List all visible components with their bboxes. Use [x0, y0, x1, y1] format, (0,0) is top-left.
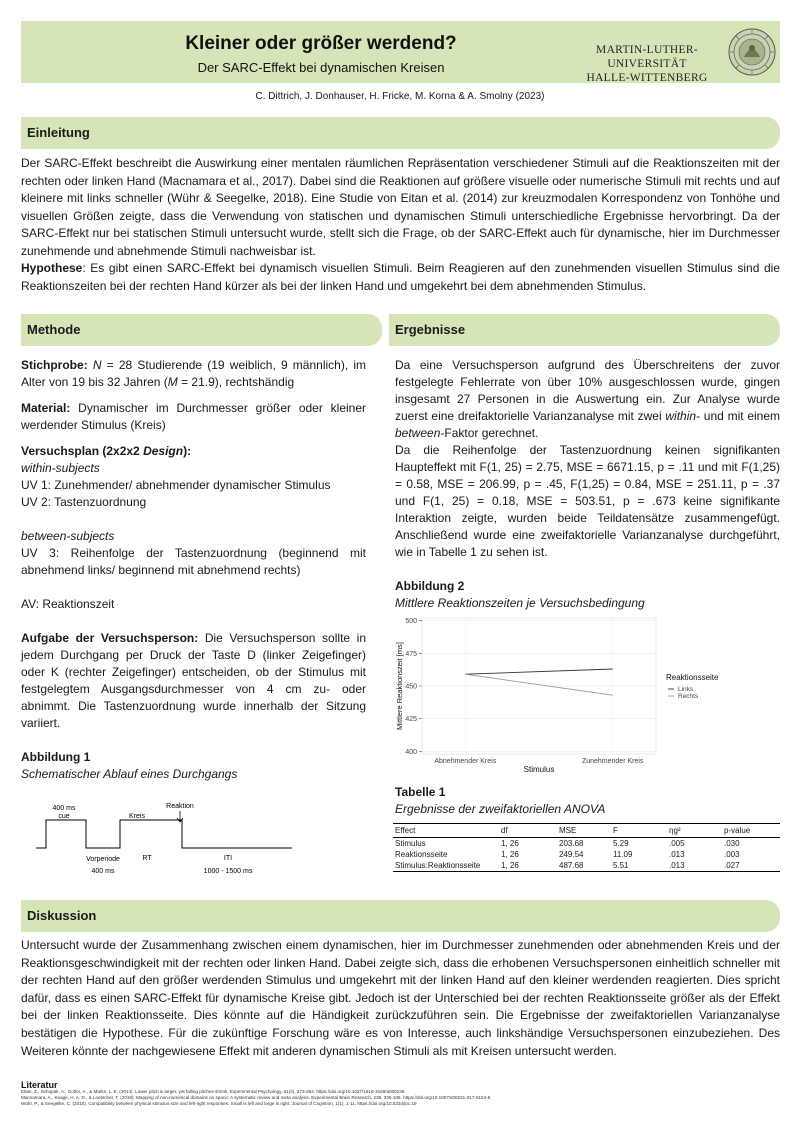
table-header-row	[393, 824, 780, 838]
table-row	[393, 838, 780, 850]
section-heading-einleitung: Einleitung	[21, 117, 780, 149]
material	[21, 400, 366, 434]
within-label: within-subjects	[21, 461, 100, 475]
cue-duration-label: 400 ms	[52, 805, 76, 812]
table-cell: .003	[724, 850, 740, 859]
y-tick-label: 475	[405, 650, 417, 658]
versuchsplan-design: Design	[143, 444, 184, 458]
figure-2-subtitle: Mittlere Reaktionszeiten je Versuchsbedingung	[395, 596, 645, 610]
stichprobe-n: N	[92, 358, 102, 372]
table-cell: 5.51	[611, 860, 667, 872]
hypothesis	[21, 260, 780, 295]
section-heading-diskussion: Diskussion	[21, 900, 780, 932]
poster-header	[21, 21, 780, 83]
reference-item: Wühr, P., & Seegelke, C. (2018). Compatibility between physical stimulus size and left-right responses: Small is left and large is right. Journal of Cognition, 1(1), 1-11. https://doi.org/10.5334/joc.19	[21, 1101, 417, 1106]
table-header-p: p-value	[722, 824, 780, 838]
kreis-label: Kreis	[129, 813, 145, 820]
table-1-subtitle: Ergebnisse der zweifaktoriellen ANOVA	[395, 802, 606, 816]
stichprobe-text-1: = 28 Studierende (19 weiblich, 9 männlich), im Alter von 19 bis 32 Jahren (	[21, 358, 366, 389]
references	[21, 1082, 781, 1107]
methode-column	[21, 357, 366, 783]
table-cell: 487.68	[557, 860, 611, 872]
ergebnisse-between: between	[395, 426, 441, 440]
aufgabe	[21, 630, 366, 732]
table-cell: 1, 26	[501, 839, 519, 848]
figure-1-subtitle: Schematischer Ablauf eines Durchgangs	[21, 767, 238, 781]
trial-timeline	[36, 820, 292, 848]
section-heading-ergebnisse: Ergebnisse	[389, 314, 780, 346]
y-tick-label: 450	[405, 683, 417, 691]
iti-duration: 1000 - 1500 ms	[203, 868, 253, 875]
ergebnisse-paragraph-2: Da die Reihenfolge der Tastenzuordnung keinen signifikanten Haupteffekt mit F(1, 25) = 2.75, MSE = 6671.15, p = .11 und mit F(1,25) = 0.58, MSE = 206.99, p = .45, F(1,25) = 0.84, MSE = 251.11, p = .37 und F(1, 25) = 0.18, MSE = 503.51, p = .673 keine signifikante Interaktion zeigte, wurden beide Teildatensätze zusammengefügt. Anschließend wurde eine zweifaktorielle Varianzanalyse durchgeführt, wie in Tabelle 1 zu sehen ist.	[395, 443, 780, 559]
table-cell: 249.54	[559, 850, 584, 859]
legend-item-links: Links	[678, 686, 694, 693]
ergebnisse-p1a: Da eine Versuchsperson aufgrund des Überschreitens der zuvor festgelegte Fehlerrate von über 10% ausgeschlossen wurde, gingen insgesamt 27 Personen in die Auswertung ein. Zur Analyse wurde zuerst eine dreifaktorielle Varianzanalyse mit zwei	[395, 358, 780, 423]
stichprobe-text-2: = 21.9), rechtshändig	[177, 375, 295, 389]
ergebnisse-p1c: -Faktor gerechnet.	[440, 426, 539, 440]
poster-title: Kleiner oder größer werdend?	[185, 33, 457, 54]
x-axis-label: Stimulus	[523, 765, 555, 774]
table-cell: 1, 26	[499, 860, 557, 872]
iti-label: ITI	[223, 855, 233, 862]
stichprobe	[21, 357, 366, 391]
reference-item: Macnamara, A., Keage, H. A. D., & Loetscher, T. (2018). Mapping of non-numerical domains on space: A systematic review and meta analysis. Experimental Brain Research, 236, 335-346. https://doi.org/10.1007/s00221-017-5154-6	[21, 1095, 491, 1100]
table-row	[393, 860, 780, 872]
table-cell: .030	[724, 839, 740, 848]
table-cell: 11.09	[613, 850, 633, 859]
y-tick-label: 500	[405, 618, 417, 626]
figure-2-caption	[395, 578, 780, 612]
table-row	[393, 849, 780, 860]
references-heading: Literatur	[21, 1080, 58, 1090]
av: AV: Reaktionszeit	[21, 597, 115, 611]
uv1: UV 1: Zunehmender/ abnehmender dynamischer Stimulus	[21, 478, 331, 492]
table-header-effect: Effect	[393, 824, 499, 838]
versuchsplan-close: ):	[183, 444, 192, 458]
university-line-1: MARTIN-LUTHER-UNIVERSITÄT	[596, 44, 698, 70]
hypothesis-text: : Es gibt einen SARC-Effekt bei dynamisch visuellen Stimuli. Beim Reagieren auf den zunehmenden visuellen Stimulus sind die Reaktionszeiten bei der rechten Hand kürzer als bei der linken Hand und umgekehrt bei dem abnehmenden Stimulus.	[21, 261, 780, 293]
table-header-eta: ηg²	[667, 824, 722, 838]
table-cell: Reaktionsseite	[395, 850, 448, 859]
university-seal-icon	[727, 27, 777, 77]
y-tick-label: 425	[405, 716, 417, 724]
figure-1-title: Abbildung 1	[21, 750, 91, 764]
ergebnisse-p1b: - und mit einem	[696, 409, 780, 423]
stichprobe-label: Stichprobe:	[21, 358, 88, 372]
between-label: between-subjects	[21, 529, 115, 543]
table-header-mse: MSE	[557, 824, 611, 838]
y-tick-label: 400	[405, 748, 417, 756]
table-cell: 203.68	[559, 839, 584, 848]
table-header-df: df	[499, 824, 557, 838]
rt-label: RT	[142, 855, 152, 862]
intro-body: Der SARC-Effekt beschreibt die Auswirkung einer mentalen räumlichen Repräsentation verschiedener Stimuli auf die Reaktionszeiten mit der rechten oder linken Hand (Macnamara et al., 2017). Dabei sind die Reaktionen auf größere visuelle oder numerische Stimuli mit rechts und auf kleinere mit links schneller (Wühr & Seegelke, 2018). Eine Studie von Eitan et al. (2014) zur kreuzmodalen Korrespondenz von Tonhöhe und visuellen Größen zeigte, dass die Verwendung von statischen und dynamischen Stimuli unterschiedliche Ergebnisse hervorbringt. Da der SARC-Effekt nur bei statischen Stimuli untersucht wurde, stellt sich die Frage, ob der SARC-Effekt auch für dynamische, hier im Durchmesser zunehmende und abnehmende Stimuli nachweisbar ist.	[21, 156, 780, 258]
x-tick-label: Abnehmender Kreis	[434, 758, 497, 765]
table-header-f: F	[611, 824, 667, 838]
figure-1-schematic	[30, 798, 300, 880]
cue-label: cue	[58, 813, 70, 820]
uv3: UV 3: Reihenfolge der Tastenzuordnung (beginnend mit abnehmend links/ beginnend mit abnehmend rechts)	[21, 546, 366, 577]
university-line-2: HALLE-WITTENBERG	[586, 72, 708, 84]
reaction-time-chart	[390, 614, 780, 780]
ergebnisse-paragraph-1	[395, 357, 780, 442]
aufgabe-label: Aufgabe der Versuchsperson:	[21, 631, 199, 645]
stichprobe-m: M	[167, 375, 178, 389]
vorperiode-label: Vorperiode	[86, 856, 120, 863]
table-cell: Stimulus:Reaktionsseite	[393, 860, 499, 872]
ergebnisse-text	[395, 357, 780, 561]
table-1-title: Tabelle 1	[395, 785, 446, 799]
table-1-caption	[395, 784, 780, 818]
table-cell: .005	[669, 839, 685, 848]
figure-2-title: Abbildung 2	[395, 579, 465, 593]
table-cell: 5.29	[613, 839, 629, 848]
y-axis-label: Mittlere Reaktionszeit [ms]	[395, 642, 404, 730]
material-label: Material:	[21, 401, 71, 415]
poster-subtitle: Der SARC-Effekt bei dynamischen Kreisen	[197, 60, 445, 75]
aufgabe-text: Die Versuchsperson sollte in jedem Durchgang per Druck der Taste D (linker Zeigefinger) oder K (rechter Zeigefinger) entscheiden, ob der Stimulus mit festgelegtem Ausgangsdurchmesser von 4 cm zu- oder abnimmt. Die Tastenzuordnung wurde innerhalb der Sitzung variiert.	[21, 631, 367, 730]
x-tick-label: Zunehmender Kreis	[581, 758, 644, 765]
university-name	[572, 43, 722, 85]
uv2: UV 2: Tastenzuordnung	[21, 495, 147, 509]
diskussion-text: Untersucht wurde der Zusammenhang zwischen einem dynamischen, hier im Durchmesser zunehmenden oder abnehmenden Kreis und der Reaktionsgeschwindigkeit mit der rechten oder linken Hand. Dabei zeigte sich, dass die erhobenen Versuchspersonen einheitlich schneller mit der rechten Hand auf den größer werdenden Stimulus und umgekehrt mit der linken Hand auf den kleiner werdenden reagierten. Dies spricht dafür, dass es einen SARC-Effekt für dynamische Kreise gibt. Jedoch ist der Unterschied bei der rechten Reaktionsseite größer als der Effekt bei der linken Reaktionsseite. Dies könnte auf die Händigkeit zurückzuführen sein. Die Ergebnisse der zweifaktoriellen Varianzanalyse bestätigen die Hypothese. Für die zukünftige Forschung wäre es von Interesse, auch linkshändige Versuchspersonen einzubeziehen. Des Weiteren könnte der nachgewiesene Effekt mit anderen dynamischen Stimuli als mit Kreisen untersucht werden.	[21, 938, 780, 1058]
table-cell: .027	[722, 860, 780, 872]
ergebnisse-within: within	[665, 409, 697, 423]
hypothesis-label: Hypothese	[21, 261, 83, 275]
reaktion-label: Reaktion	[166, 803, 194, 810]
intro-text	[21, 155, 780, 295]
versuchsplan-heading	[21, 443, 366, 460]
versuchsplan-label: Versuchsplan (2x2x2	[21, 444, 144, 458]
legend-title: Reaktionsseite	[666, 673, 719, 682]
table-cell: .013	[669, 850, 685, 859]
section-heading-methode: Methode	[21, 314, 382, 346]
anova-table	[393, 823, 780, 872]
reference-item: Eitan, Z., Schupak, A., Gotler, A., & Marks, L. E. (2014). Lower pitch is larger, yet falling pitches shrink. Experimental Psychology, 61(4), 273-284. https://doi.org/10.1027/1618-3169/a000246	[21, 1089, 405, 1094]
vorperiode-duration: 400 ms	[91, 868, 115, 875]
legend-item-rechts: Rechts	[678, 693, 699, 700]
authors-line: C. Dittrich, J. Donhauser, H. Fricke, M. Korna & A. Smolny (2023)	[255, 91, 545, 102]
table-cell: .013	[667, 860, 722, 872]
table-cell: 1, 26	[501, 850, 519, 859]
material-text: Dynamischer im Durchmesser größer oder kleiner werdender Stimulus (Kreis)	[21, 401, 366, 432]
table-cell: Stimulus	[395, 839, 426, 848]
